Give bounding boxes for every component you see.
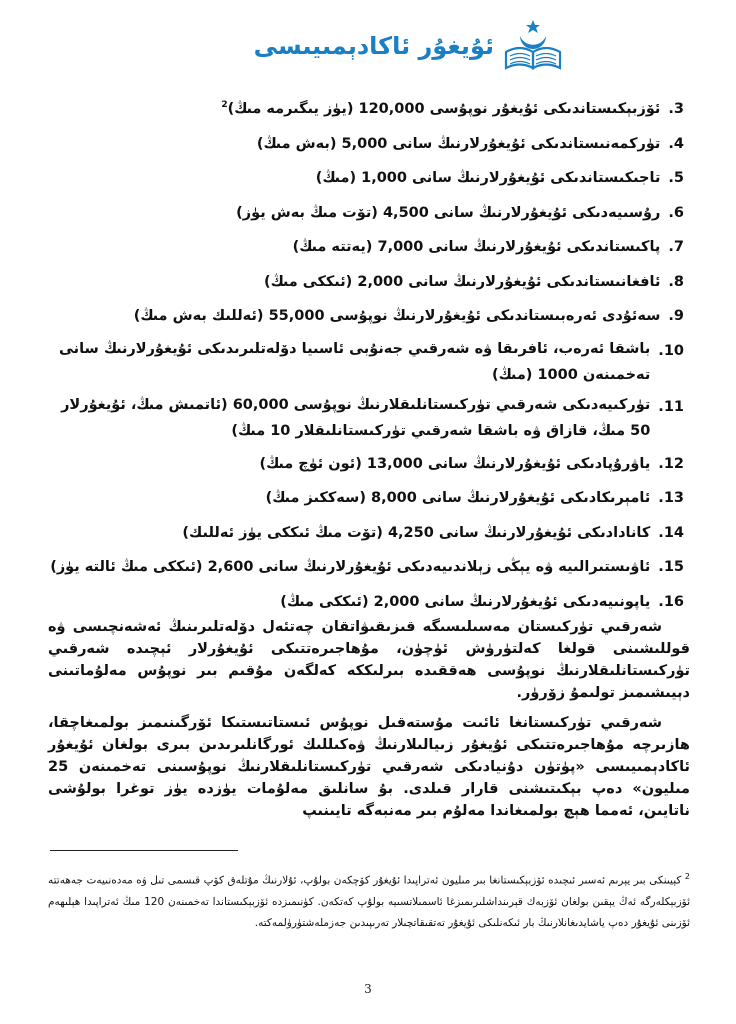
footnote [48, 866, 690, 934]
list-item: 9. سەئۇدى ئەرەبىستاندىكى ئۇيغۇرلارنىڭ نوپۇسى 55,000 (ئەللىك بەش مىڭ) [133, 308, 684, 324]
list-item: 3. ئۆزبېكىستاندىكى ئۇيغۇر نوپۇسى 120,000 (يۈز يىگىرمە مىڭ)$^2$ [221, 100, 684, 117]
footnote-reference[interactable]: 2 [221, 100, 228, 111]
list-item: 16. ياپونىيەدىكى ئۇيغۇرلارنىڭ سانى 2,000 (ئىككى مىڭ) [280, 593, 684, 610]
footnote-marker: 2 [684, 872, 690, 881]
list-item: 6. رۇسىيەدىكى ئۇيغۇرلارنىڭ سانى 4,500 (تۆت مىڭ بەش يۈز) [236, 204, 684, 221]
book-with-star-and-crescent-icon [500, 18, 566, 74]
list-item: 13. ئامېرىكادىكى ئۇيغۇرلارنىڭ سانى 8,000 (سەككىز مىڭ) [265, 490, 684, 506]
list-item: 12. ياۋرۇپادىكى ئۇيغۇرلارنىڭ سانى 13,000 (ئون ئۈچ مىڭ) [259, 455, 684, 472]
list-item: 7. پاكىستاندىكى ئۇيغۇرلارنىڭ سانى 7,000 (يەتتە مىڭ) [292, 239, 684, 255]
academy-logo-text: ئۇيغۇر ئاكادېمىيىسى [253, 32, 494, 60]
list-item: 8. ئافغانىستاندىكى ئۇيغۇرلارنىڭ سانى 2,000 (ئىككى مىڭ) [263, 273, 684, 290]
list-item: 10. باشقا ئەرەب، ئافرىقا ۋە شەرقىي جەنۇبى ئاسىيا دۆلەتلىرىدىكى ئۇيغۇرلارنىڭ سانى تەخمىنەن 1000 (مىڭ) [58, 340, 684, 383]
page-header [254, 18, 566, 74]
list-item: 15. ئاۋىستىرالىيە ۋە يېڭى زېلاندىيەدىكى ئۇيغۇرلارنىڭ سانى 2,600 (ئىككى مىڭ ئالتە يۈز) [50, 559, 684, 575]
footnote-divider [50, 850, 238, 851]
list-item: 4. تۈركمەنىستاندىكى ئۇيغۇرلارنىڭ سانى 5,000 (بەش مىڭ) [256, 135, 684, 152]
body-paragraph-2: شەرقىي تۈركىستانغا ئائىت مۇستەقىل نوپۇس ئىستاتىستىكا ئۆرگىنىمىز بولمىغاچقا، ھازىرچە مۇھاجىرەتتىكى ئۇيغۇر زىيالىلارنىڭ ۋەكىللىك ئورگانلىرىدىن بىرى بولغان ئۇيغۇر ئاكادېمىيىسى «پۈتۈن دۇنيادىكى شەرقىي تۈركىستانلىقلارنىڭ نوپۇسىنى تەخمىنەن 25 مىليون» دەپ بېكىتىشنى قارار قىلدى. بۇ سانلىق مەلۇمات يۈزدە يۈز توغرا بولۇشى ناتايىن، ئەمما ھېچ بولمىغاندا مەلۇم بىر مەنبەگە تايىنىپ [48, 715, 690, 819]
list-item: 11. تۈركىيەدىكى شەرقىي تۈركىستانلىقلارنىڭ نوپۇسى 60,000 (ئاتمىش مىڭ، ئۇيغۇرلار 50 مىڭ، قازاق ۋە باشقا شەرقىي تۈركىستانلىقلار 10 مىڭ) [61, 397, 684, 439]
list-item: 5. تاجىكىستاندىكى ئۇيغۇرلارنىڭ سانى 1,000 (مىڭ) [315, 170, 684, 186]
list-item: 14. كانادادىكى ئۇيغۇرلارنىڭ سانى 4,250 (تۆت مىڭ ئىككى يۈز ئەللىك) [182, 524, 684, 541]
page-number: 3 [364, 982, 372, 996]
footnote-text: كېيىنكى بىر يېرىم ئەسىر ئىچىدە ئۆزبېكىستانغا بىر مىليون ئەتراپىدا ئۇيغۇر كۆچكەن بولۇپ، ئۇلارنىڭ مۇتلەق كۆپ قىسمى تىل ۋە مەدەنىيەت جەھەتتە ئۆزبېكلەرگە ئەڭ يېقىن بولغان ئۆزبەك قېرىنداشلىرىمىزغا ئاسمىلاتسىيە بولۇپ كەتكەن. كۈنىمىزدە ئۆزبېكىستاندا تەخمىنەن 120 مىڭ ئەتراپىدا ھېلىھەم ئۆزىنى ئۇيغۇر دەپ ياشايدىغانلارنىڭ بار ئىكەنلىكى ئۇيغۇر تەتقىقاتچىلار تەرىپىدىن جەزملەشتۈرۈلمەكتە. [48, 874, 691, 929]
population-list [48, 94, 684, 621]
body-paragraph-1: شەرقىي تۈركىستان مەسىلىسىگە قىزىقىۋاتقان چەتئەل دۆلەتلىرىنىڭ ئەشەنچىسى ۋە قوللىشىنى قولغا كەلتۈرۈش ئۈچۈن، مۇھاجىرەتتىكى ئۇيغۇرلار ئېچىدە شەرقىي تۈركىستانلىقلارنىڭ نوپۇسى ھەققىدە بىرلىككە كەلگەن مۇقىم بىر نوپۇس مەلۇماتىنى دېيىشىمىز تولىمۇ زۆرۈر. [48, 619, 690, 701]
